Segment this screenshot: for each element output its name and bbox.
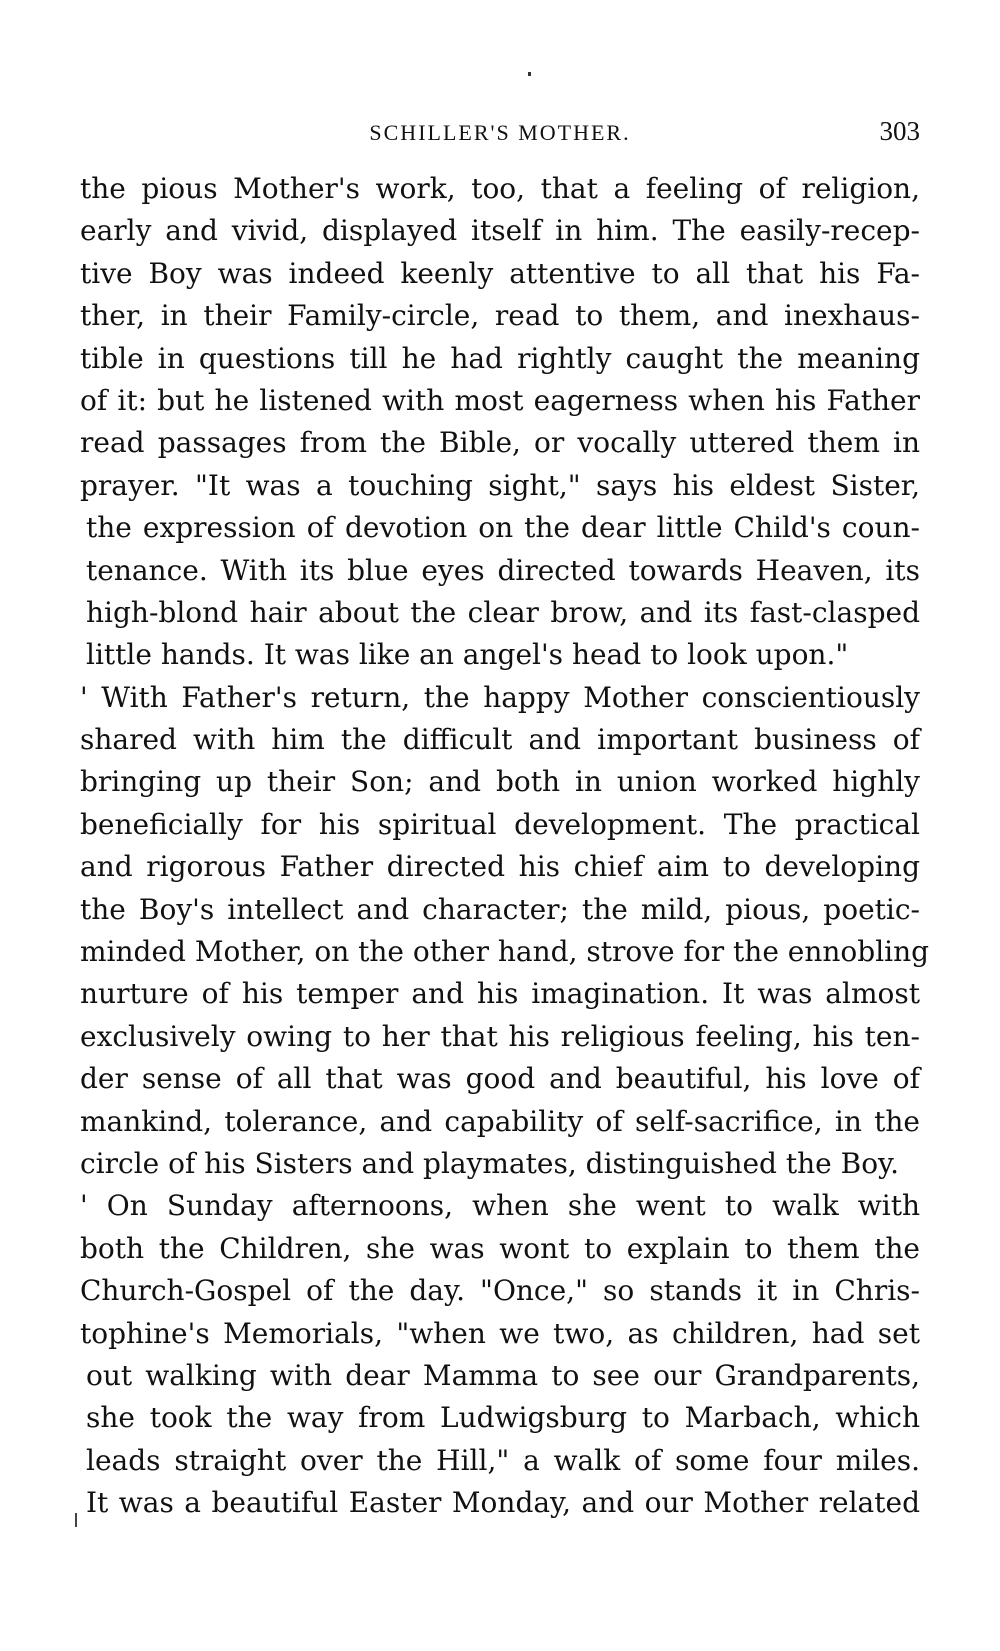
paragraph xyxy=(80,168,920,677)
text-line: little hands. It was like an angel's head to look upon." xyxy=(86,638,849,672)
text-line: It was a beautiful Easter Monday, and our Mother related xyxy=(86,1486,920,1520)
text-line: circle of his Sisters and playmates, distinguished the Boy. xyxy=(80,1146,900,1180)
text-line: bringing up their Son; and both in union worked highly xyxy=(80,765,920,799)
text-line: tenance. With its blue eyes directed towards Heaven, its xyxy=(86,553,920,587)
text-line: der sense of all that was good and beautiful, his love of xyxy=(80,1062,920,1096)
text-line: ' On Sunday afternoons, when she went to walk with xyxy=(80,1189,920,1223)
margin-tick-mark xyxy=(75,1513,77,1527)
text-line: she took the way from Ludwigsburg to Marbach, which xyxy=(86,1401,920,1435)
text-line: nurture of his temper and his imagination. It was almost xyxy=(80,977,920,1011)
text-line: the Boy's intellect and character; the mild, pious, poetic- xyxy=(80,892,920,926)
page-number: 303 xyxy=(879,116,920,146)
paragraph xyxy=(80,1185,920,1524)
text-line: shared with him the difficult and important business of xyxy=(80,723,920,757)
text-line: and rigorous Father directed his chief aim to developing xyxy=(80,850,920,884)
text-line: leads straight over the Hill," a walk of some four miles. xyxy=(86,1443,920,1477)
paragraph xyxy=(80,677,930,1186)
text-line: prayer. "It was a touching sight," says his eldest Sister, xyxy=(80,468,920,502)
text-line: Church-Gospel of the day. "Once," so stands it in Chris- xyxy=(80,1274,920,1308)
text-line: early and vivid, displayed itself in him. The easily-recep- xyxy=(80,214,920,248)
text-line: both the Children, she was wont to explain to them the xyxy=(80,1231,920,1265)
text-line: ther, in their Family-circle, read to them, and inexhaus- xyxy=(80,299,920,333)
text-line: mankind, tolerance, and capability of self-sacrifice, in the xyxy=(80,1104,920,1138)
text-line: minded Mother, on the other hand, strove for the ennobling xyxy=(80,935,930,969)
text-line: tophine's Memorials, "when we two, as children, had set xyxy=(80,1316,920,1350)
text-line: out walking with dear Mamma to see our Grandparents, xyxy=(86,1358,920,1392)
running-title: SCHILLER'S MOTHER. xyxy=(369,120,631,145)
body-text xyxy=(80,168,930,1525)
text-line: read passages from the Bible, or vocally uttered them in xyxy=(80,426,920,460)
text-line: the pious Mother's work, too, that a feeling of religion, xyxy=(80,172,920,205)
text-line: tible in questions till he had rightly caught the meaning xyxy=(80,341,920,375)
text-line: the expression of devotion on the dear little Child's coun- xyxy=(86,511,920,545)
stray-ink-mark xyxy=(528,72,531,76)
text-line: ' With Father's return, the happy Mother conscientiously xyxy=(80,680,920,714)
text-line: high-blond hair about the clear brow, and its fast-clasped xyxy=(86,595,920,629)
text-line: exclusively owing to her that his religious feeling, his ten- xyxy=(80,1019,920,1053)
text-line: beneficially for his spiritual development. The practical xyxy=(80,807,920,841)
text-line: tive Boy was indeed keenly attentive to all that his Fa- xyxy=(80,256,920,290)
running-head xyxy=(80,116,920,150)
text-line: of it: but he listened with most eagerness when his Father xyxy=(80,383,920,417)
